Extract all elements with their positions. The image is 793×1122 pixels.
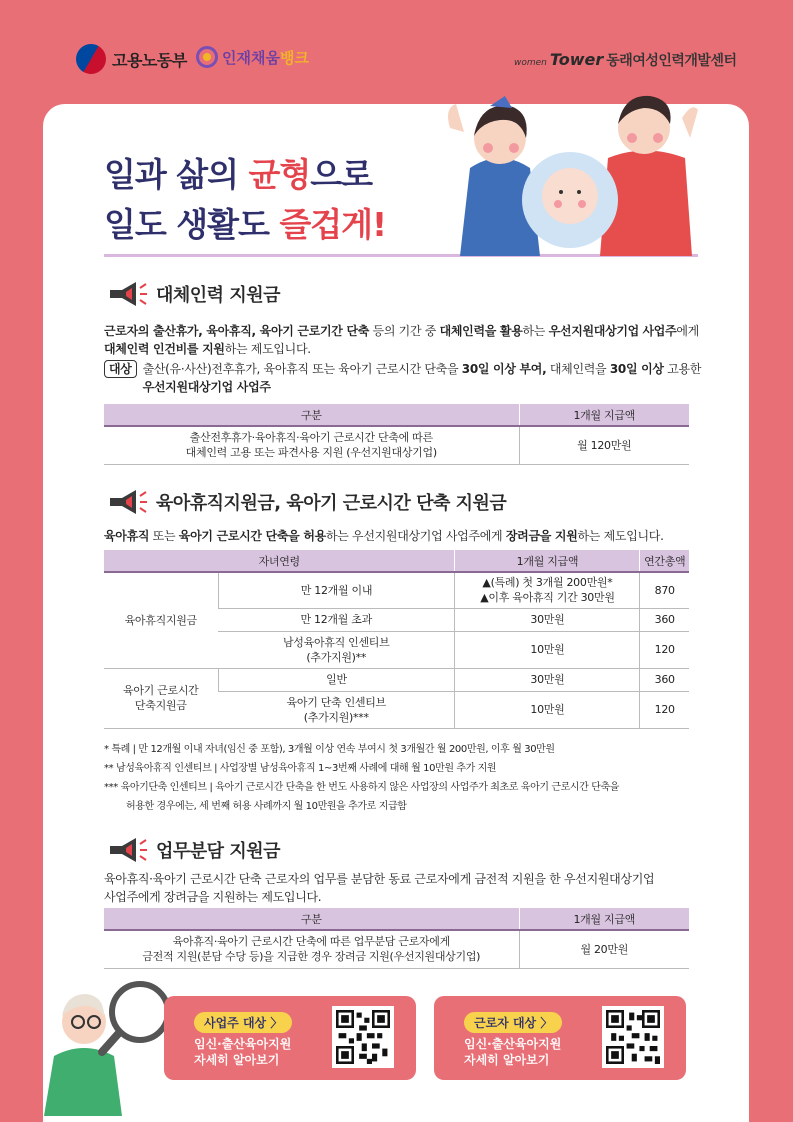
hero-highlight: 균형 [248,155,311,194]
desc-text: 하는 제도입니다. [577,529,664,543]
table-cell: 30만원 [455,608,640,631]
table-cell: 30만원 [455,668,640,691]
center-logo [514,50,737,70]
megaphone-icon [104,488,148,516]
desc-bold: 우선지원대상기업 [548,324,639,338]
table-header: 자녀연령 [104,550,455,572]
table-cell: 120 [640,631,689,668]
target-bold: 30일 이상 [609,362,664,376]
cta-line: 자세히 알아보기 [464,1053,550,1067]
target-part: 출산(유·사산)전후휴가, 육아휴직 또는 육아기 근로시간 단축을 [142,362,462,376]
cell-line: 대체인력 고용 또는 파견사용 지원 (우선지원대상기업) [185,446,437,460]
cell-line: ▲이후 육아휴직 기간 30만원 [480,591,615,605]
table-cell: 월 20만원 [519,930,689,968]
hero-text: 일과 삶의 [104,155,249,194]
group-cell: 육아휴직지원금 [104,572,218,668]
taegeuk-icon [71,39,112,80]
table-cell [218,631,455,668]
table-header: 연간총액 [640,550,689,572]
desc-text: 하는 [522,324,549,338]
employee-cta-text [464,1036,561,1068]
hero-text: 으로 [310,155,373,194]
target-part: 대체인력을 [546,362,610,376]
table-cell: 360 [640,668,689,691]
hero-line-2 [104,200,386,250]
cell-line: 출산전후휴가·육아휴직·육아기 근로시간 단축에 따른 [189,431,433,445]
table-cell: 일반 [218,668,455,691]
section3-title: 업무분담 지원금 [156,841,280,862]
desc-line: 사업주에게 장려금을 지원하는 제도입니다. [104,890,322,904]
desc-bold: 대체인력 인건비를 지원 [104,342,225,356]
cell-line: 금전적 지원(분담 수당 등)을 지급한 경우 장려금 지원(우선지원대상기업) [142,950,481,964]
desc-bold: 육아기 근로시간 단축을 허용 [178,529,326,543]
desc-bold: 육아휴직 [104,529,150,543]
cell-line: (추가지원)** [306,650,367,664]
center-name: 동래여성인력개발센터 [606,53,737,69]
qr-code-icon[interactable] [332,1006,394,1068]
ministry-logo [76,44,187,74]
note-line: 허용한 경우에는, 세 번째 허용 사례까지 월 10만원을 추가로 지급함 [126,801,407,812]
desc-text: 하는 제도입니다. [224,342,311,356]
hero-text: 일도 생활도 [104,205,280,244]
target-tag: 대상 [104,360,137,378]
section2-notes [104,740,704,816]
target-part: 고용한 [663,362,702,376]
table-header: 구분 [104,404,519,426]
note-line: * 특례 | 만 12개월 이내 자녀(임신 중 포함), 3개월 이상 연속 부여시 첫 3개월간 월 200만원, 이후 월 30만원 [104,744,555,755]
table-cell: 870 [640,572,689,608]
section2-description [104,527,704,545]
table-cell: 10만원 [455,631,640,668]
target-bold: 30일 이상 부여, [461,362,547,376]
desc-text: 또는 [149,529,179,543]
hero-title [104,150,386,250]
section1-heading [104,280,280,308]
hero-line-1 [104,150,386,200]
ministry-name: 고용노동부 [112,50,187,70]
talent-bank-icon [196,46,218,68]
desc-text: 등의 기간 중 [369,324,440,338]
desc-text: 하는 우선지원대상기업 사업주에게 [325,529,506,543]
employer-cta-pill[interactable]: 사업주 대상 〉 [194,1012,292,1033]
table-cell [104,426,519,464]
table-row [104,930,689,968]
section1-description [104,322,704,358]
section1-target [104,360,704,396]
section2-title: 육아휴직지원금, 육아기 근로시간 단축 지원금 [156,493,507,514]
magnifier-person-illustration [44,976,174,1116]
table-header: 1개월 지급액 [519,404,689,426]
center-mark: Tower [549,50,604,69]
table-row [104,572,689,608]
section1-table [104,404,689,465]
table-cell: 10만원 [455,691,640,728]
center-prefix: women [514,58,547,68]
talent-bank-logo [196,46,309,68]
employee-cta-pill[interactable]: 근로자 대상 〉 [464,1012,562,1033]
employer-cta[interactable] [164,996,416,1080]
section1-title: 대체인력 지원금 [156,285,280,306]
table-cell: 120 [640,691,689,728]
desc-bold: 사업주 [642,324,677,338]
qr-code-icon[interactable] [602,1006,664,1068]
cell-line: 육아기 근로시간 [123,684,199,697]
cta-line: 임신·출산육아지원 [194,1037,292,1051]
employee-cta[interactable] [434,996,686,1080]
bank-name-part1: 인재채움 [222,48,280,67]
family-illustration [430,88,700,256]
employer-cta-text [194,1036,291,1068]
cell-line: (추가지원)*** [303,710,369,724]
cell-line: 단축지원금 [134,699,187,712]
megaphone-icon [104,280,148,308]
cell-line: ▲(특례) 첫 3개월 200만원* [482,576,613,590]
table-cell [104,930,519,968]
table-cell: 360 [640,608,689,631]
table-cell: 만 12개월 초과 [218,608,455,631]
group-cell [104,668,218,728]
cta-line: 자세히 알아보기 [194,1053,280,1067]
section2-heading [104,488,506,516]
section2-table [104,550,689,729]
note-line: ** 남성육아휴직 인센티브 | 사업장별 남성육아휴직 1~3번째 사례에 대해 월 10만원 추가 지원 [104,763,497,774]
table-cell [455,572,640,608]
desc-bold: 장려금을 지원 [505,529,578,543]
table-cell [218,691,455,728]
table-header: 1개월 지급액 [455,550,640,572]
note-line: *** 육아기단축 인센티브 | 육아기 근로시간 단축을 한 번도 사용하지 않은 사업장의 사업주가 최초로 육아기 근로시간 단축을 [104,782,619,793]
desc-bold: 대체인력을 활용 [439,324,523,338]
desc-text: 에게 [676,324,699,338]
section3-description [104,870,704,906]
table-row [104,426,689,464]
table-row [104,668,689,691]
target-bold: 우선지원대상기업 사업주 [142,380,271,394]
table-cell: 월 120만원 [519,426,689,464]
table-header: 구분 [104,908,519,930]
section3-table [104,908,689,969]
desc-bold: 근로자의 출산휴가, 육아휴직, 육아기 근로기간 단축 [104,324,370,338]
hero-highlight: 즐겁게! [279,205,387,244]
desc-line: 육아휴직·육아기 근로시간 단축 근로자의 업무를 분담한 동료 근로자에게 금전적 지원을 한 우선지원대상기업 [104,872,655,886]
section3-heading [104,836,280,864]
cell-line: 육아기 단축 인센티브 [286,695,386,709]
bank-name-part2: 뱅크 [279,48,309,67]
cell-line: 육아휴직·육아기 근로시간 단축에 따른 업무분담 근로자에게 [172,935,450,949]
megaphone-icon [104,836,148,864]
cell-line: 남성육아휴직 인센티브 [282,635,390,649]
table-cell: 만 12개월 이내 [218,572,455,608]
table-header: 1개월 지급액 [519,908,689,930]
target-text [143,360,704,396]
cta-line: 임신·출산육아지원 [464,1037,562,1051]
